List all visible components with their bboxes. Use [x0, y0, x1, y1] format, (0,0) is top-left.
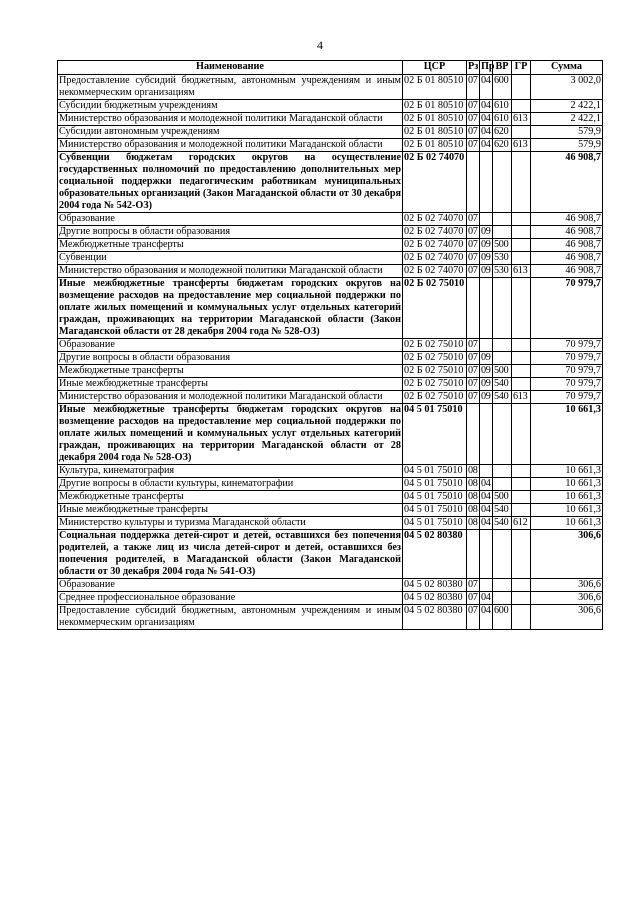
table-row [58, 605, 603, 630]
cell-sum: 70 979,7 [531, 278, 603, 339]
table-row [58, 491, 603, 504]
cell-vr: 600 [493, 605, 512, 630]
cell-csr: 04 5 01 75010 [403, 517, 467, 530]
cell-pr: 09 [481, 352, 491, 363]
cell-vr: 620 [493, 139, 512, 152]
cell-pr [480, 404, 493, 465]
cell-name: Министерство образования и молодежной политики Магаданской области [58, 265, 403, 278]
cell-csr: 04 5 01 75010 [403, 491, 467, 504]
cell-name: Министерство образования и молодежной политики Магаданской области [58, 113, 403, 126]
cell-name: Другие вопросы в области образования [58, 352, 403, 365]
cell-rz: 07 [468, 265, 478, 276]
cell-rz: 07 [468, 352, 478, 363]
cell-name: Другие вопросы в области образования [58, 226, 403, 239]
cell-gr: 613 [512, 265, 531, 278]
cell-pr [480, 579, 493, 592]
cell-sum: 10 661,3 [531, 465, 603, 478]
cell-name: Культура, кинематография [58, 465, 403, 478]
cell-gr [512, 465, 531, 478]
cell-pr: 04 [481, 113, 491, 124]
cell-name: Межбюджетные трансферты [58, 239, 403, 252]
cell-vr [493, 152, 512, 213]
cell-csr: 02 Б 01 80510 [403, 139, 467, 152]
cell-pr: 09 [481, 391, 491, 402]
cell-sum: 10 661,3 [531, 404, 603, 465]
cell-rz: 08 [468, 504, 478, 515]
cell-gr [512, 213, 531, 226]
cell-name: Межбюджетные трансферты [58, 365, 403, 378]
cell-vr [493, 213, 512, 226]
page-number: 4 [317, 38, 323, 52]
cell-rz: 07 [467, 605, 480, 630]
cell-vr [493, 530, 512, 579]
budget-table [57, 60, 603, 630]
cell-name: Субсидии бюджетным учреждениям [58, 100, 403, 113]
cell-gr: 612 [512, 517, 531, 530]
cell-sum: 10 661,3 [531, 478, 603, 491]
table-row [58, 504, 603, 517]
cell-rz: 07 [468, 252, 478, 263]
cell-gr [512, 339, 531, 352]
cell-rz: 07 [468, 239, 478, 250]
table-row [58, 226, 603, 239]
cell-vr [493, 278, 512, 339]
cell-name: Субвенции бюджетам городских округов на осуществление государственных полномочий по предоставлению дополнительных мер социальной поддержки педагогическим работникам муниципальных образовательных организаций (Закон Магаданской области от 30 декабря 2004 года № 542-ОЗ) [59, 152, 401, 211]
table-row [58, 579, 603, 592]
cell-pr: 04 [481, 139, 491, 150]
cell-name: Образование [58, 213, 403, 226]
cell-vr [493, 478, 512, 491]
cell-rz: 08 [468, 478, 478, 489]
cell-sum: 579,9 [531, 139, 603, 152]
cell-gr [512, 152, 531, 213]
cell-vr [493, 404, 512, 465]
cell-csr: 04 5 02 80380 [403, 530, 467, 579]
cell-gr [512, 239, 531, 252]
table-row [58, 465, 603, 478]
cell-rz: 07 [468, 126, 478, 137]
cell-vr [493, 579, 512, 592]
cell-vr: 500 [493, 491, 512, 504]
cell-pr [480, 530, 493, 579]
cell-pr: 04 [481, 100, 491, 111]
table-row [58, 478, 603, 491]
cell-sum: 70 979,7 [531, 339, 603, 352]
cell-name: Образование [58, 579, 403, 592]
cell-gr [512, 530, 531, 579]
cell-csr: 04 5 02 80380 [403, 579, 467, 592]
cell-gr [512, 365, 531, 378]
cell-sum: 70 979,7 [531, 378, 603, 391]
cell-pr: 09 [481, 365, 491, 376]
cell-gr [512, 605, 531, 630]
cell-csr: 02 Б 02 75010 [403, 378, 467, 391]
cell-pr [480, 213, 493, 226]
cell-gr [512, 478, 531, 491]
table-row [58, 126, 603, 139]
table-row [58, 365, 603, 378]
table-row [58, 239, 603, 252]
cell-name: Министерство культуры и туризма Магаданской области [58, 517, 403, 530]
cell-pr: 09 [481, 239, 491, 250]
cell-rz: 08 [468, 465, 478, 476]
header-row [58, 61, 603, 75]
cell-rz: 08 [468, 517, 478, 528]
cell-rz [467, 152, 480, 213]
cell-sum: 10 661,3 [531, 517, 603, 530]
cell-sum: 306,6 [531, 579, 603, 592]
cell-vr: 540 [493, 378, 512, 391]
cell-vr [493, 465, 512, 478]
cell-gr [512, 579, 531, 592]
cell-sum: 10 661,3 [531, 491, 603, 504]
table-row [58, 113, 603, 126]
cell-rz: 07 [468, 391, 478, 402]
cell-sum: 46 908,7 [531, 239, 603, 252]
cell-name: Иные межбюджетные трансферты [58, 378, 403, 391]
cell-csr: 02 Б 02 75010 [403, 339, 467, 352]
cell-gr [512, 592, 531, 605]
cell-vr: 600 [493, 75, 512, 100]
cell-csr: 02 Б 02 75010 [403, 352, 467, 365]
cell-pr: 04 [481, 126, 491, 137]
cell-gr [512, 504, 531, 517]
cell-rz [467, 278, 480, 339]
cell-vr: 540 [493, 517, 512, 530]
cell-gr [512, 404, 531, 465]
cell-pr: 04 [480, 75, 493, 100]
header-name: Наименование [58, 61, 403, 75]
cell-gr [512, 226, 531, 239]
cell-rz: 07 [468, 579, 478, 590]
cell-gr [512, 352, 531, 365]
cell-pr: 04 [481, 517, 491, 528]
cell-gr [512, 75, 531, 100]
cell-sum: 3 002,0 [531, 75, 603, 100]
cell-vr [493, 592, 512, 605]
cell-name: Межбюджетные трансферты [58, 491, 403, 504]
cell-vr: 610 [493, 113, 512, 126]
cell-name: Министерство образования и молодежной политики Магаданской области [58, 139, 403, 152]
cell-rz [467, 404, 480, 465]
cell-rz: 07 [468, 139, 478, 150]
table-row [58, 152, 603, 213]
table-header [58, 61, 603, 75]
cell-vr: 610 [493, 100, 512, 113]
table-row [58, 252, 603, 265]
cell-csr: 02 Б 02 75010 [403, 365, 467, 378]
cell-csr: 04 5 01 75010 [403, 478, 467, 491]
cell-vr: 620 [493, 126, 512, 139]
cell-gr [512, 491, 531, 504]
cell-csr: 04 5 01 75010 [403, 504, 467, 517]
cell-csr: 02 Б 02 75010 [403, 391, 467, 404]
cell-rz: 07 [468, 213, 478, 224]
cell-sum: 46 908,7 [531, 252, 603, 265]
cell-vr [493, 226, 512, 239]
table-row [58, 213, 603, 226]
cell-gr [512, 100, 531, 113]
cell-rz: 07 [467, 75, 480, 100]
cell-csr: 02 Б 02 75010 [403, 278, 467, 339]
cell-pr: 09 [481, 265, 491, 276]
cell-sum: 70 979,7 [531, 365, 603, 378]
cell-gr [512, 278, 531, 339]
header-gr: ГР [512, 61, 531, 75]
cell-vr: 540 [493, 391, 512, 404]
cell-name: Предоставление субсидий бюджетным, автономным учреждениям и иным некоммерческим организациям [59, 605, 401, 628]
cell-csr: 04 5 02 80380 [403, 592, 467, 605]
table-row [58, 352, 603, 365]
cell-rz: 07 [468, 592, 478, 603]
header-rz: Рз [467, 61, 480, 75]
cell-csr: 04 5 02 80380 [403, 605, 467, 630]
cell-csr: 04 5 01 75010 [403, 404, 467, 465]
cell-csr: 02 Б 02 74070 [403, 226, 467, 239]
cell-name: Среднее профессиональное образование [58, 592, 403, 605]
cell-name: Иные межбюджетные трансферты бюджетам городских округов на возмещение расходов на предоставление мер социальной поддержки по оплате жилых помещений и коммунальных услуг отдельных категорий граждан, проживающих на территории Магаданской области (Закон Магаданской области от 28 декабря 2004 года № 528-ОЗ) [59, 278, 401, 337]
cell-rz: 07 [468, 339, 478, 350]
cell-csr: 02 Б 02 74070 [403, 213, 467, 226]
cell-name: Предоставление субсидий бюджетным, автономным учреждениям и иным некоммерческим организациям [59, 75, 401, 98]
table-row [58, 592, 603, 605]
cell-gr: 613 [512, 391, 531, 404]
cell-sum: 46 908,7 [531, 213, 603, 226]
table-row [58, 530, 603, 579]
cell-pr: 04 [481, 592, 491, 603]
cell-rz: 07 [468, 365, 478, 376]
cell-rz: 07 [468, 378, 478, 389]
table-row [58, 139, 603, 152]
cell-sum: 46 908,7 [531, 152, 603, 213]
cell-sum: 70 979,7 [531, 391, 603, 404]
table-row [58, 404, 603, 465]
cell-pr: 04 [481, 504, 491, 515]
table-row [58, 278, 603, 339]
cell-sum: 2 422,1 [531, 113, 603, 126]
cell-sum: 46 908,7 [531, 265, 603, 278]
cell-sum: 579,9 [531, 126, 603, 139]
cell-name: Субсидии автономным учреждениям [58, 126, 403, 139]
cell-name: Социальная поддержка детей-сирот и детей, оставшихся без попечения родителей, а также лиц из числа детей-сирот и детей, оставшихся без попечения родителей, в Магаданской области (Закон Магаданской области от 30 декабря 2004 года № 541-ОЗ) [59, 530, 401, 577]
header-pr: Пр [480, 61, 493, 75]
cell-pr: 09 [481, 226, 491, 237]
table-row [58, 517, 603, 530]
cell-csr: 04 5 01 75010 [403, 465, 467, 478]
cell-vr [493, 339, 512, 352]
cell-vr: 530 [493, 252, 512, 265]
cell-vr: 530 [493, 265, 512, 278]
cell-pr: 04 [481, 491, 491, 502]
header-vr: ВР [493, 61, 512, 75]
header-sum: Сумма [531, 61, 603, 75]
cell-csr: 02 Б 01 80510 [403, 100, 467, 113]
cell-sum: 306,6 [531, 592, 603, 605]
cell-csr: 02 Б 01 80510 [403, 113, 467, 126]
cell-sum: 2 422,1 [531, 100, 603, 113]
cell-sum: 70 979,7 [531, 352, 603, 365]
cell-gr [512, 252, 531, 265]
cell-sum: 46 908,7 [531, 226, 603, 239]
header-csr: ЦСР [403, 61, 467, 75]
cell-csr: 02 Б 02 74070 [403, 265, 467, 278]
cell-csr: 02 Б 02 74070 [403, 152, 467, 213]
table-row [58, 75, 603, 100]
table-row [58, 339, 603, 352]
cell-sum: 306,6 [531, 605, 603, 630]
cell-rz: 07 [468, 100, 478, 111]
cell-vr: 500 [493, 239, 512, 252]
cell-rz: 07 [468, 113, 478, 124]
cell-gr: 613 [512, 139, 531, 152]
cell-name: Иные межбюджетные трансферты бюджетам городских округов на возмещение расходов на предоставление мер социальной поддержки по оплате жилых помещений и коммунальных услуг отдельных категорий граждан, проживающих на территории Магаданской области от 28 декабря 2004 года № 528-ОЗ) [59, 404, 401, 463]
cell-csr: 02 Б 02 74070 [403, 252, 467, 265]
cell-csr: 02 Б 01 80510 [403, 126, 467, 139]
cell-pr: 04 [481, 478, 491, 489]
cell-vr [493, 352, 512, 365]
cell-sum: 10 661,3 [531, 504, 603, 517]
table-row [58, 378, 603, 391]
table-row [58, 391, 603, 404]
cell-rz [467, 530, 480, 579]
cell-name: Субвенции [58, 252, 403, 265]
cell-gr [512, 126, 531, 139]
table-body [58, 75, 603, 630]
cell-rz: 08 [468, 491, 478, 502]
cell-gr: 613 [512, 113, 531, 126]
cell-pr: 09 [481, 252, 491, 263]
cell-name: Другие вопросы в области культуры, кинематографии [58, 478, 403, 491]
cell-vr: 500 [493, 365, 512, 378]
cell-pr [480, 152, 493, 213]
cell-pr [480, 339, 493, 352]
cell-gr [512, 378, 531, 391]
cell-pr [480, 278, 493, 339]
cell-name: Образование [58, 339, 403, 352]
cell-vr: 540 [493, 504, 512, 517]
cell-csr: 02 Б 02 74070 [403, 239, 467, 252]
cell-csr: 02 Б 01 80510 [403, 75, 467, 100]
table-row [58, 100, 603, 113]
cell-pr [480, 465, 493, 478]
cell-name: Министерство образования и молодежной политики Магаданской области [58, 391, 403, 404]
table-row [58, 265, 603, 278]
cell-rz: 07 [468, 226, 478, 237]
cell-name: Иные межбюджетные трансферты [58, 504, 403, 517]
cell-pr: 04 [480, 605, 493, 630]
cell-sum: 306,6 [531, 530, 603, 579]
cell-pr: 09 [481, 378, 491, 389]
